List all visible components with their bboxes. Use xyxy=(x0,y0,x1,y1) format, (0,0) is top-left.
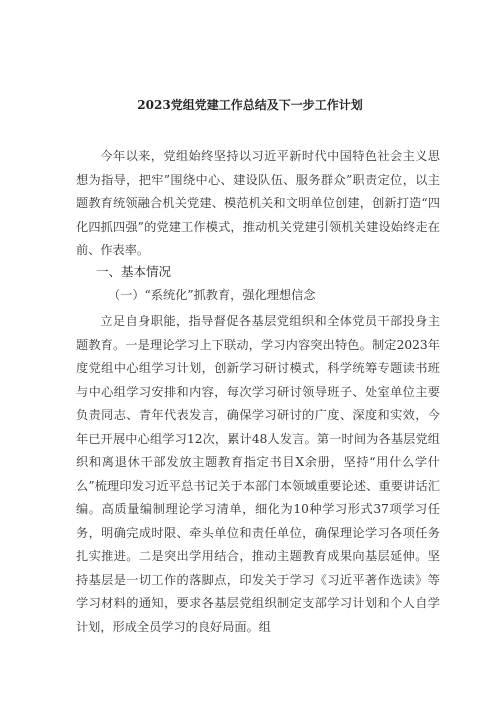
subsection-heading-education: （一）“系统化”抓教育，强化理想信念 xyxy=(108,288,316,302)
body-paragraph: 立足自身职能，指导督促各基层党组织和全体党员干部投身主题教育。一是理论学习上下联动，学习内容突出特色。制定2023年度党组中心组学习计划，创新学习研讨模式，科学统筹专题读书班与中心组学习安排和内容，每次学习研讨领导班子、处室单位主要负责同志、青年代表发言，确保学习研讨的广度、深度和实效，今年已开展中心组学习12次，累计48人发言。第一时间为各基层党组织和离退休干部发放主题教育指定书目X余册，坚持“用什么学什么”梳理印发习近平总书记关于本部门本领域重要论述、重要讲话汇编。高质量编制理论学习清单，细化为10种学习形式37项学习任务，明确完成时限、牵头单位和责任单位，确保理论学习各项任务扎实推进。二是突出学用结合，推动主题教育成果向基层延伸。坚持基层是一切工作的落脚点，印发关于学习《习近平著作选读》等学习材料的通知，要求各基层党组织制定支部学习计划和个人自学计划，形成全员学习的良好局面。组 xyxy=(76,314,440,634)
section-heading-basic-situation: 一、基本情况 xyxy=(96,264,172,279)
intro-paragraph: 今年以来，党组始终坚持以习近平新时代中国特色社会主义思想为指导，把牢”围绕中心、建设队伍、服务群众”职责定位，以主题教育统领融合机关党建、模范机关和文明单位创建，创新打造“四化四抓四强”的党建工作模式，推动机关党建引领机关建设始终走在前、作表率。 xyxy=(76,149,440,257)
document-title: 2023党组党建工作总结及下一步工作计划 xyxy=(137,98,363,112)
